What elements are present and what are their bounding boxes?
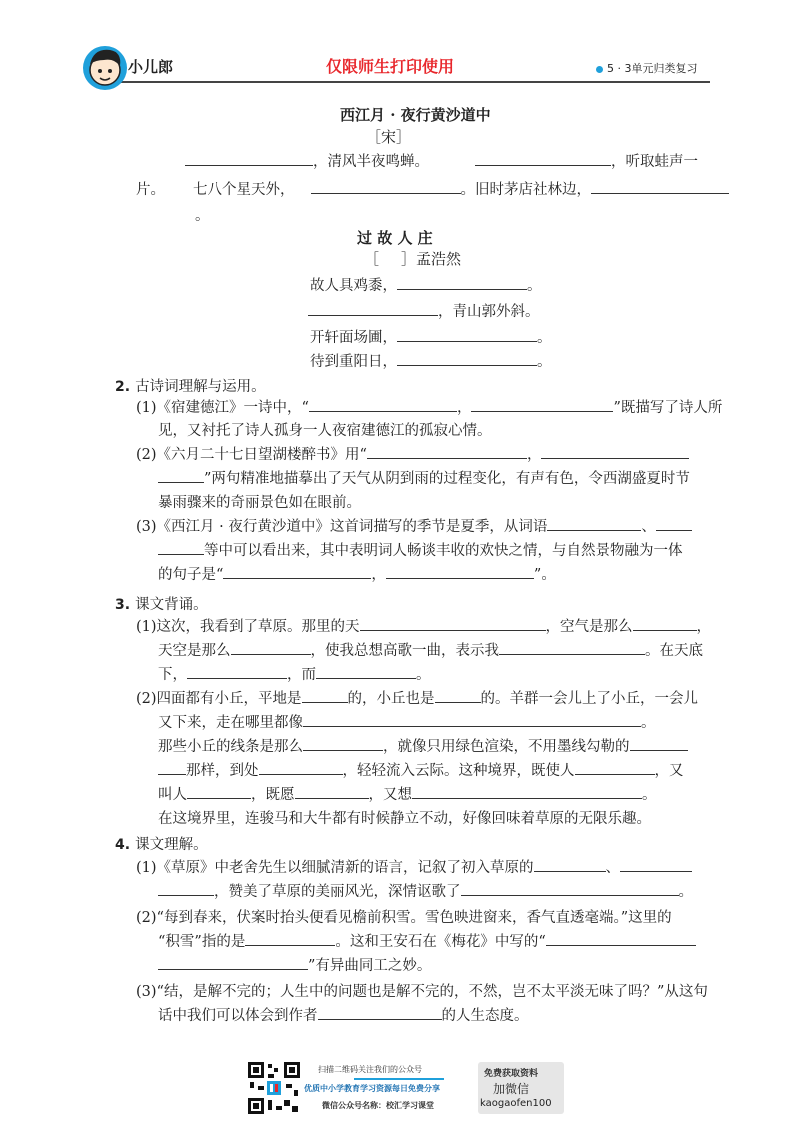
text: 下， <box>158 667 187 683</box>
text: ，空气是那么 <box>545 619 633 635</box>
blank[interactable] <box>295 797 369 799</box>
blank[interactable] <box>546 944 696 946</box>
q2-s2-line2 <box>158 469 690 489</box>
blank[interactable] <box>435 701 481 703</box>
poem2-author <box>364 249 461 269</box>
text: 。这和王安石在《梅花》中写的“ <box>335 934 546 950</box>
text: 。旧时茅店社林边， <box>460 182 591 198</box>
q4-c-line2 <box>158 1006 529 1026</box>
text: ”。 <box>533 567 556 583</box>
text: ， <box>371 567 386 583</box>
blank[interactable] <box>158 773 186 775</box>
blank[interactable] <box>547 529 641 531</box>
footer-divider <box>354 1078 444 1080</box>
q3-b-line5 <box>158 785 657 805</box>
blank[interactable] <box>397 364 537 366</box>
poem1-dynasty: ［宋］ <box>366 128 412 146</box>
text: 那些小丘的线条是那么 <box>158 739 303 755</box>
mascot-logo <box>80 40 130 96</box>
text: 、 <box>641 519 656 535</box>
q4-b-line3 <box>158 956 431 976</box>
text: ，青山郭外斜。 <box>438 304 540 320</box>
q3-a-line2 <box>158 641 703 661</box>
text: ”有异曲同工之妙。 <box>308 958 432 974</box>
text: 。 <box>527 278 542 294</box>
text: ，赞美了草原的美丽风光，深情讴歌了 <box>214 884 461 900</box>
blank[interactable] <box>397 288 527 290</box>
blank[interactable] <box>412 797 642 799</box>
blank[interactable] <box>471 410 613 412</box>
blank[interactable] <box>259 773 343 775</box>
q3-b-line6: 在这境界里，连骏马和大牛都有时候静立不动，好像回味着草原的无限乐趣。 <box>158 811 651 827</box>
blank[interactable] <box>311 192 461 194</box>
header-title: 仅限师生打印使用 <box>326 57 455 76</box>
text: 。 <box>537 354 552 370</box>
q3-a-line1 <box>136 617 711 637</box>
blank[interactable] <box>309 410 457 412</box>
text: 七八个星天外， <box>193 182 295 198</box>
blank[interactable] <box>223 577 371 579</box>
poem1-line3: 。 <box>195 208 210 224</box>
text: 那样，到处 <box>186 763 259 779</box>
text: ，使我总想高歌一曲，表示我 <box>310 643 499 659</box>
text: ”既描写了诗人所 <box>613 400 723 416</box>
text: 开轩面场圃， <box>310 330 397 346</box>
text: ，听取蛙声一 <box>611 154 698 170</box>
blank[interactable] <box>499 653 645 655</box>
q4-number: 4. <box>115 837 131 853</box>
q4-a-line2 <box>158 882 693 902</box>
text: ，就像只用绿色渲染，不用墨线勾勒的 <box>383 739 630 755</box>
q2-s3-line3 <box>158 565 556 585</box>
text: ， <box>696 619 712 635</box>
q4-c-line1: (3)“结，是解不完的；人生中的问题也是解不完的，不然，岂不太平淡无味了吗？”从这句 <box>136 984 708 1000</box>
poem2-line1 <box>310 276 542 296</box>
text: (3)《西江月 · 夜行黄沙道中》这首词描写的季节是夏季，从词语 <box>136 519 548 535</box>
qr-code-icon <box>246 1060 302 1116</box>
blank[interactable] <box>461 894 679 896</box>
blank[interactable] <box>386 577 534 579</box>
text: ，清风半夜鸣蝉。 <box>313 154 429 170</box>
poem2-line3 <box>310 328 552 348</box>
q3-heading <box>115 594 208 615</box>
text: 、 <box>605 860 621 876</box>
blank[interactable] <box>541 457 689 459</box>
text: (1)这次，我看到了草原。那里的天 <box>136 619 360 635</box>
text: ］孟浩然 <box>401 250 462 268</box>
q2-s2-line3: 暴雨骤来的奇丽景色如在眼前。 <box>158 495 361 511</box>
text: 故人具鸡黍， <box>310 278 397 294</box>
text: 。 <box>537 330 552 346</box>
blank[interactable] <box>158 553 204 555</box>
blank[interactable] <box>187 677 287 679</box>
text: 又下来，走在哪里都像 <box>158 715 303 731</box>
q3-b-line4 <box>158 761 684 781</box>
q2-heading <box>115 376 266 397</box>
blank[interactable] <box>302 701 348 703</box>
footer-wechat-text: 微信公众号名称：校汇学习课堂 <box>322 1101 434 1110</box>
blank[interactable] <box>316 677 416 679</box>
text: (1)《宿建德江》一诗中，“ <box>136 400 309 416</box>
text: ，既愿 <box>251 787 295 803</box>
q2-s1-line1 <box>136 398 722 418</box>
text: 的。羊群一会儿上了小丘，一会儿 <box>480 691 699 707</box>
blank[interactable] <box>397 340 537 342</box>
text: ”两句精准地描摹出了天气从阴到雨的过程变化，有声有色，令西湖盛夏时节 <box>204 471 690 487</box>
unit-label <box>596 60 698 76</box>
text: 。在天底 <box>645 643 703 659</box>
q4-b-line2 <box>158 932 696 952</box>
blank[interactable] <box>185 164 313 166</box>
blank[interactable] <box>633 629 697 631</box>
text: ， <box>456 400 472 416</box>
text: 等中可以看出来，其中表明词人畅谈丰收的欢快之情，与自然景物融为一体 <box>204 543 683 559</box>
blank[interactable] <box>308 314 438 316</box>
text: ［ <box>364 250 380 268</box>
footer-share-text: 优质中小学教育学习资源每日免费分享 <box>304 1084 440 1093</box>
q3-number: 3. <box>115 597 131 613</box>
blank[interactable] <box>656 529 692 531</box>
q2-s1-line2: 见，又衬托了诗人孤身一人夜宿建德江的孤寂心情。 <box>158 423 492 439</box>
footer-scan-text: 扫描二维码关注我们的公众号 <box>318 1065 422 1074</box>
poem1-line2 <box>136 180 729 200</box>
text: (2)《六月二十七日望湖楼醉书》用“ <box>136 447 367 463</box>
footer-box-line3: kaogaofen100 <box>480 1098 552 1109</box>
blank[interactable] <box>231 653 311 655</box>
blank[interactable] <box>303 725 641 727</box>
text: ，轻轻流入云际。这种境界，既使人 <box>342 763 575 779</box>
text: 天空是那么 <box>158 643 231 659</box>
footer-box-line1: 免费获取资料 <box>484 1069 539 1079</box>
text: 话中我们可以体会到作者 <box>158 1008 318 1024</box>
blank[interactable] <box>158 481 204 483</box>
blank[interactable] <box>575 773 655 775</box>
text: 。 <box>416 667 431 683</box>
text: ， <box>526 447 542 463</box>
blank[interactable] <box>158 894 214 896</box>
blank[interactable] <box>379 263 401 264</box>
text: 待到重阳日， <box>310 354 397 370</box>
blank[interactable] <box>630 749 688 751</box>
q4-heading <box>115 834 208 855</box>
text: ，而 <box>287 667 316 683</box>
blank[interactable] <box>534 870 606 872</box>
q4-b-line1: (2)“每到春来，伏案时抬头便看见檐前积雪。雪色映进窗来，香气直透毫端。”这里的 <box>136 910 672 926</box>
blank[interactable] <box>360 629 546 631</box>
blank[interactable] <box>245 944 335 946</box>
text: 。 <box>642 787 657 803</box>
blank[interactable] <box>620 870 692 872</box>
blank[interactable] <box>158 968 308 970</box>
text: 。 <box>678 884 693 900</box>
q3-b-line1 <box>136 689 698 709</box>
q2-title: 古诗词理解与运用。 <box>135 379 266 395</box>
text: 的，小丘也是 <box>347 691 435 707</box>
footer-box-line2: 加微信 <box>493 1082 530 1096</box>
text: (2)四面都有小丘，平地是 <box>136 691 302 707</box>
text: 的句子是“ <box>158 567 224 583</box>
text: ，又 <box>654 763 684 779</box>
text: 片。 <box>136 182 165 198</box>
blank[interactable] <box>303 749 383 751</box>
text: ，又想 <box>368 787 412 803</box>
q3-b-line2 <box>158 713 656 733</box>
poem2-line2 <box>308 302 540 322</box>
q2-s2-line1 <box>136 445 689 465</box>
text: 叫人 <box>158 787 187 803</box>
q3-b-line3 <box>158 737 688 757</box>
q3-a-line3 <box>158 665 431 685</box>
blank[interactable] <box>187 797 251 799</box>
poem2-line4 <box>310 352 552 372</box>
q4-a-line1 <box>136 858 692 878</box>
q2-s3-line2 <box>158 541 683 561</box>
text: 。 <box>641 715 656 731</box>
poem1-title: 西江月 · 夜行黄沙道中 <box>340 106 491 124</box>
text: (1)《草原》中老舍先生以细腻清新的语言，记叙了初入草原的 <box>136 860 534 876</box>
text: 的人生态度。 <box>441 1008 529 1024</box>
brand-name: 小儿郎 <box>128 58 174 76</box>
blank[interactable] <box>475 164 611 166</box>
q3-title: 课文背诵。 <box>135 597 208 613</box>
text: “积雪”指的是 <box>158 934 246 950</box>
poem2-title: 过 故 人 庄 <box>357 229 433 247</box>
blank[interactable] <box>318 1018 442 1020</box>
q4-title: 课文理解。 <box>135 837 208 853</box>
unit-label-text: 5 · 3单元归类复习 <box>607 62 698 75</box>
blank[interactable] <box>591 192 729 194</box>
q2-number: 2. <box>115 379 131 395</box>
dot-icon <box>596 66 603 73</box>
q2-s3-line1 <box>136 517 692 537</box>
blank[interactable] <box>367 457 527 459</box>
poem1-line1 <box>185 152 698 172</box>
